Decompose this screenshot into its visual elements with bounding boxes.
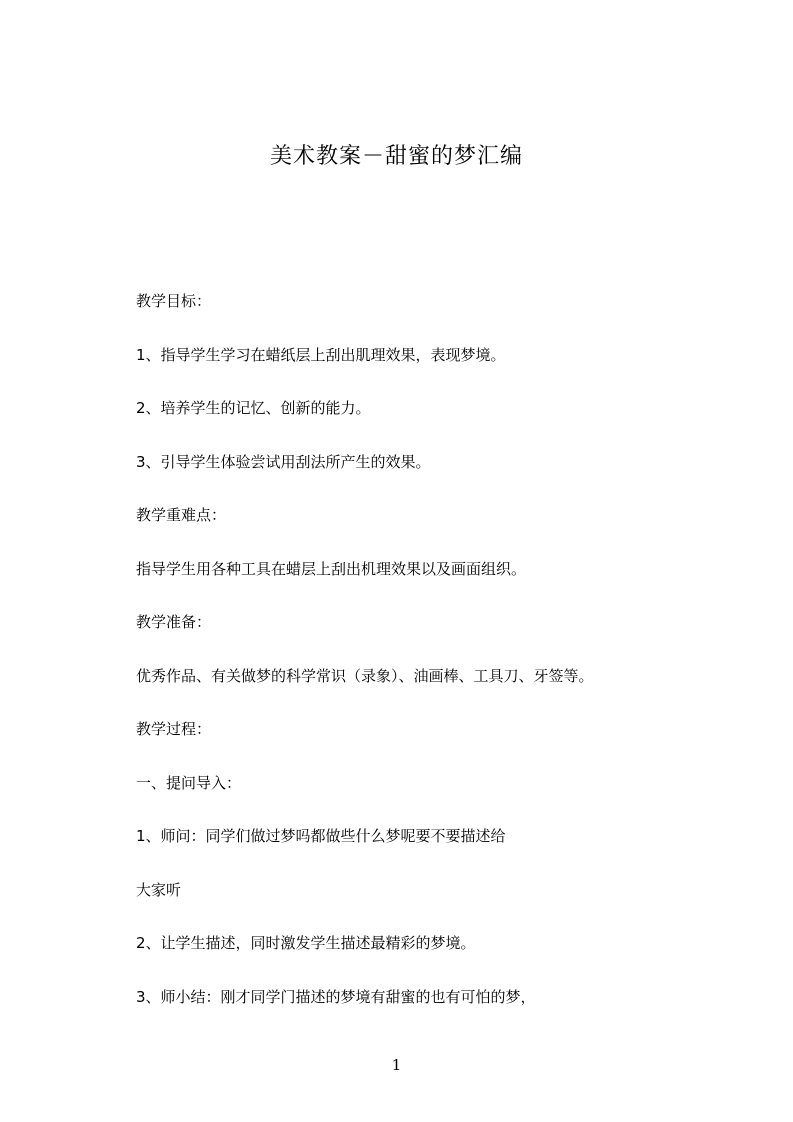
section-heading-objectives: 教学目标： — [136, 292, 212, 310]
paragraph-objective-1: 1、指导学生学习在蜡纸层上刮出肌理效果，表现梦境。 — [136, 346, 506, 364]
paragraph-step-1: 1、师问：同学们做过梦吗都做些什么梦呢要不要描述给 — [136, 827, 506, 845]
paragraph-step-2: 2、让学生描述，同时激发学生描述最精彩的梦境。 — [136, 934, 476, 952]
paragraph-step-3: 3、师小结：刚才同学门描述的梦境有甜蜜的也有可怕的梦， — [136, 988, 536, 1006]
paragraph-objective-3: 3、引导学生体验尝试用刮法所产生的效果。 — [136, 453, 431, 471]
paragraph-key-points: 指导学生用各种工具在蜡层上刮出机理效果以及画面组织。 — [136, 560, 527, 578]
section-heading-key-points: 教学重难点： — [136, 506, 227, 524]
section-heading-preparation: 教学准备： — [136, 613, 212, 631]
paragraph-step-1-continued: 大家听 — [136, 881, 182, 899]
paragraph-objective-2: 2、培养学生的记忆、创新的能力。 — [136, 399, 371, 417]
page-number: 1 — [391, 1056, 402, 1074]
section-heading-process: 教学过程： — [136, 720, 212, 738]
subsection-heading-introduction: 一、提问导入： — [136, 774, 242, 792]
document-title: 美术教案－甜蜜的梦汇编 — [269, 144, 523, 169]
paragraph-preparation: 优秀作品、有关做梦的科学常识（录象）、油画棒、工具刀、牙签等。 — [136, 667, 594, 685]
